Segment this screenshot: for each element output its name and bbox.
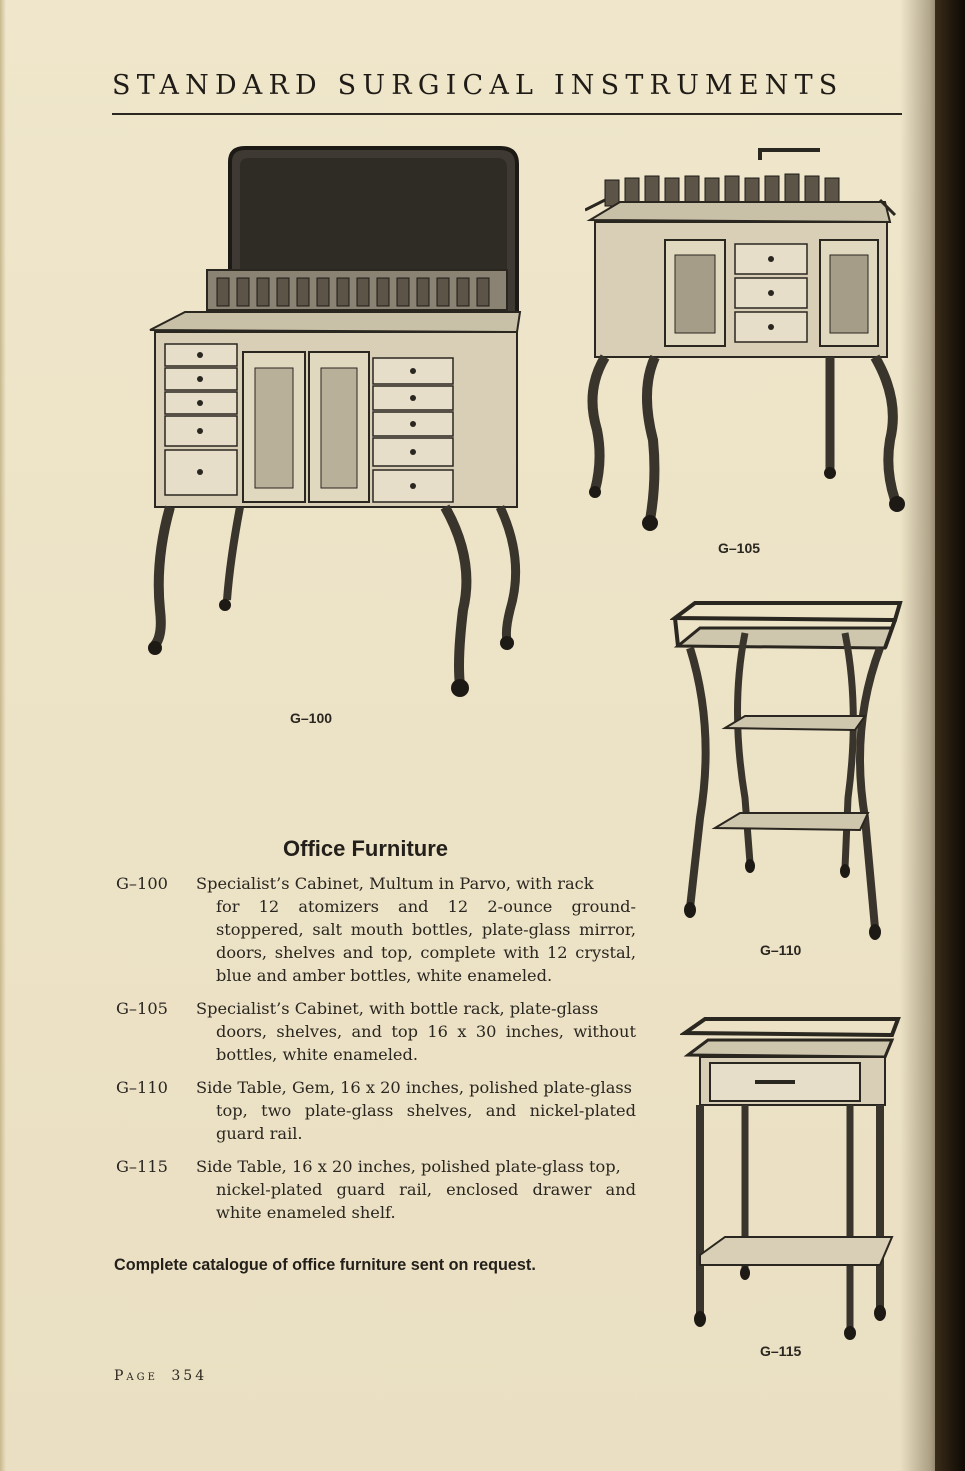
specialist-cabinet-with-bottle-rack-icon [585, 140, 905, 535]
page-header-title: STANDARD SURGICAL INSTRUMENTS [112, 70, 844, 101]
description-continuation: top, two plate-glass shelves, and nickel-plated guard rail. [216, 1101, 636, 1143]
product-code: G–115 [116, 1157, 168, 1176]
description-first-line: Side Table, Gem, 16 x 20 inches, polished plate-glass [196, 1078, 632, 1097]
description-first-line: Specialist’s Cabinet, Multum in Parvo, with rack [196, 874, 594, 893]
product-description [196, 1076, 636, 1145]
header-rule [112, 113, 902, 115]
product-entry-g-110 [116, 1076, 636, 1145]
product-description [196, 1155, 636, 1224]
specialist-cabinet-with-mirror-icon [145, 140, 530, 700]
product-code: G–110 [116, 1078, 168, 1097]
product-entry-g-115 [116, 1155, 636, 1224]
description-continuation: doors, shelves, and top 16 x 30 inches, without bottles, white enameled. [216, 1022, 636, 1064]
caption-g-115: G–115 [760, 1343, 802, 1359]
product-description [196, 872, 636, 987]
description-first-line: Specialist’s Cabinet, with bottle rack, plate-glass [196, 999, 599, 1018]
caption-g-110: G–110 [760, 942, 802, 958]
catalogue-note: Complete catalogue of office furniture sent on request. [114, 1256, 536, 1274]
product-entry-g-100 [116, 872, 636, 987]
caption-g-105: G–105 [718, 540, 761, 556]
description-continuation: for 12 atomizers and 12 2-ounce ground-stoppered, salt mouth bottles, plate-glass mirror, doors, shelves and top, complete with 12 crystal, blue and amber bottles, white enameled. [216, 897, 636, 985]
page-label: Page [114, 1368, 158, 1384]
side-table-with-drawer-icon [680, 1015, 905, 1340]
page-footer [114, 1368, 207, 1384]
caption-g-100: G–100 [290, 710, 333, 726]
product-entry-g-105 [116, 997, 636, 1066]
description-continuation: nickel-plated guard rail, enclosed drawer and white enameled shelf. [216, 1180, 636, 1222]
side-table-gem-icon [670, 598, 905, 943]
product-code: G–105 [116, 999, 168, 1018]
page-left-edge [0, 0, 6, 1471]
page-binding-shadow [935, 0, 965, 1471]
description-first-line: Side Table, 16 x 20 inches, polished plate-glass top, [196, 1157, 621, 1176]
product-description [196, 997, 636, 1066]
product-code: G–100 [116, 874, 168, 893]
section-title: Office Furniture [283, 836, 449, 861]
product-entries [116, 872, 636, 1234]
page-number: 354 [171, 1368, 208, 1384]
